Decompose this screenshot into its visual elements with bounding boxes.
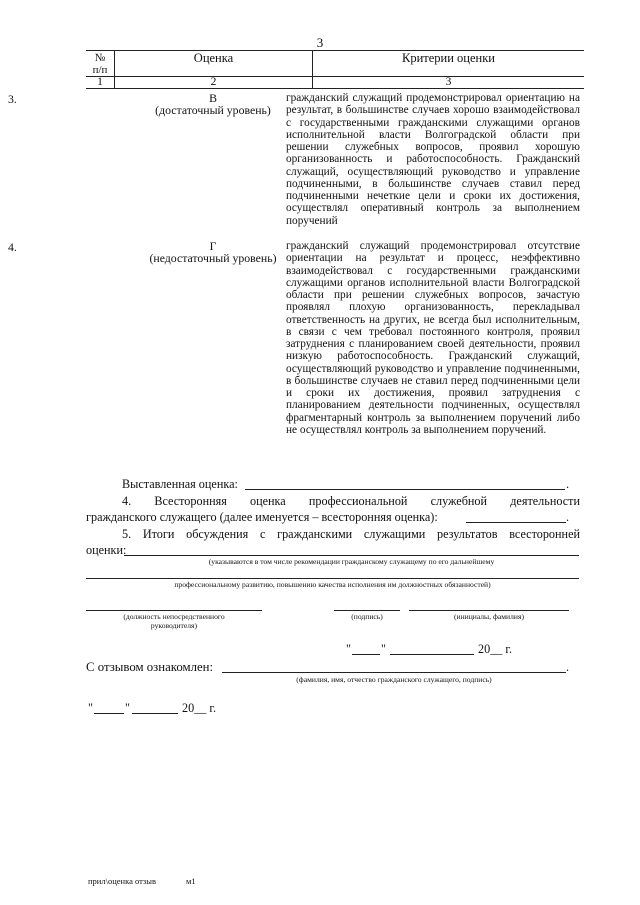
row-number-3: 3. <box>8 92 17 106</box>
grade-b-letter: В <box>209 91 217 105</box>
caption-initials: (инициалы, фамилия) <box>453 612 524 621</box>
item4-fill-line[interactable] <box>466 522 566 523</box>
acquainted-fill-line[interactable] <box>222 672 566 673</box>
item4-dot: . <box>566 510 570 524</box>
date-quote-close: " <box>381 642 386 656</box>
header-number-part: № <box>94 52 106 64</box>
caption-position-2: руководителя) <box>150 621 198 630</box>
date-month-line[interactable] <box>390 654 474 655</box>
signature-line[interactable] <box>334 610 400 611</box>
grade-b-level: (достаточный уровень) <box>155 103 271 117</box>
caption-signature: (подпись) <box>351 612 383 621</box>
table-header-row <box>86 50 584 76</box>
criteria-table <box>86 50 584 89</box>
caption-position-1: (должность непосредственного <box>123 612 225 621</box>
date-day-line[interactable] <box>352 654 380 655</box>
caption-acquainted: (фамилия, имя, отчество гражданского служащего, подпись) <box>296 675 492 684</box>
date-year: 20__ г. <box>478 642 513 656</box>
grade-g-letter: Г <box>209 239 217 253</box>
column-number-3: 3 <box>312 77 584 89</box>
item5-hint-line2: профессиональному развитию, повышению качества исполнения им должностных обязанностей) <box>174 580 491 589</box>
column-number-1: 1 <box>97 76 103 88</box>
initials-line[interactable] <box>409 610 569 611</box>
row-number-4: 4. <box>8 240 17 254</box>
date-quote-open: " <box>346 642 351 656</box>
header-number-col <box>86 51 114 77</box>
bottom-date-quote-open: " <box>88 701 93 715</box>
bottom-date-day-line[interactable] <box>94 713 124 714</box>
acquainted-label: С отзывом ознакомлен: <box>86 660 214 674</box>
item5-fill-line[interactable] <box>124 555 579 556</box>
page-number: 3 <box>316 35 324 50</box>
column-number-2: 2 <box>114 77 312 89</box>
assigned-grade-dot: . <box>566 477 570 491</box>
footer-code: м1 <box>186 876 196 886</box>
acquainted-dot: . <box>566 660 570 674</box>
item5-text-line1: 5. Итоги обсуждения с гражданскими служащими результатов всесторонней <box>122 527 580 541</box>
bottom-date-month-line[interactable] <box>132 713 178 714</box>
assigned-grade-line[interactable] <box>245 489 565 490</box>
item4-text-line2: гражданского служащего (далее именуется – всесторонняя оценка): <box>86 510 438 524</box>
header-number-part: п/п <box>92 64 108 76</box>
item5-text-line2: оценки: <box>86 543 127 557</box>
table-column-numbers-row <box>86 76 584 89</box>
header-grade-col: Оценка <box>114 51 312 77</box>
position-line[interactable] <box>86 610 262 611</box>
item5-hint-line1: (указываются в том числе рекомендации гражданскому служащему по его дальнейшему <box>208 557 495 566</box>
criteria-b-text: гражданский служащий продемонстрировал ориентацию на результат, в большинстве случаев хорошо взаимодействовал с государственными гражданскими служащими органов исполнительной власти Волгоградской области при решении служебных вопросов, проявил хорошую организованность и работоспособность. Гражданский служащий, осуществляющий руководство и управление подчиненными, в большинстве случаев ставил перед подчиненными нечеткие цели и сроки их достижения, осуществлял оперативный контроль за выполнением поручений <box>286 92 580 227</box>
item4-text-line1: 4. Всесторонняя оценка профессиональной служебной деятельности <box>122 494 580 508</box>
header-criteria-col: Критерии оценки <box>312 51 584 77</box>
bottom-date-quote-close: " <box>125 701 130 715</box>
item5-fill-line2[interactable] <box>86 578 579 579</box>
criteria-g-text: гражданский служащий продемонстрировал отсутствие ориентации на результат и процесс, неэффективно взаимодействовал с государственными гражданскими служащими органов исполнительной власти Волгоградской области при решении служебных вопросов, зачастую проявлял плохую организованность, перекладывал ответственность на других, не всегда был исполнительным, в связи с чем требовал постоянного контроля, проявил затруднения с планированием своей деятельности, проявил низкую работоспособность. Гражданский служащий, осуществляющий руководство и управление подчиненными, в большинстве случаев не ставил перед подчиненными цели и сроки их достижения, проявил затруднения с планированием деятельности подчиненных, осуществлял фрагментарный контроль за выполнением поручений либо не осуществлял контроль за выполнением поручений. <box>286 240 580 436</box>
grade-g-level: (недостаточный уровень) <box>149 251 277 265</box>
footer-filename: прил\оценка отзыв <box>88 876 157 886</box>
bottom-date-year: 20__ г. <box>182 701 217 715</box>
assigned-grade-label: Выставленная оценка: <box>122 477 238 491</box>
